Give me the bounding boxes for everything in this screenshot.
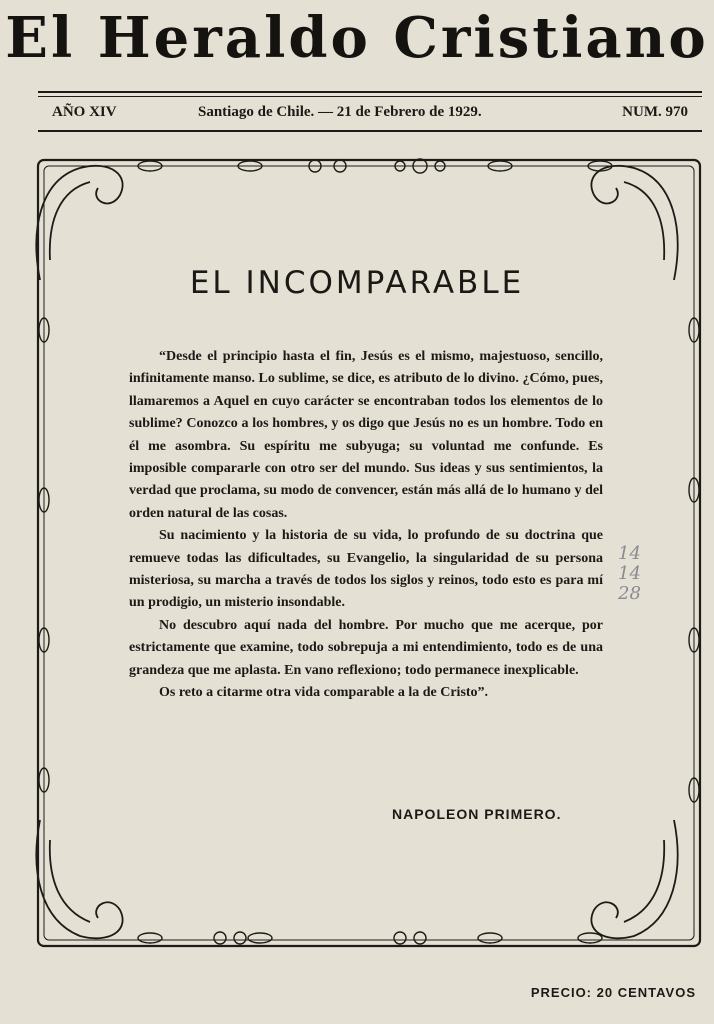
article-paragraph: Os reto a citarme otra vida comparable a la de Cristo”. bbox=[159, 685, 489, 701]
article-body bbox=[129, 346, 603, 705]
article-paragraph: Su nacimiento y la historia de su vida, lo profundo de su doctrina que remueve todas las dificultades, su Evangelio, la singularidad de su persona misteriosa, su marcha a través de todos los siglos y reinos, todo esto es para mí un prodigio, un misterio insondable. bbox=[129, 528, 603, 611]
article-title: EL INCOMPARABLE bbox=[189, 265, 525, 301]
issue-number: NUM. 970 bbox=[622, 104, 688, 120]
article-paragraph: No descubro aquí nada del hombre. Por mucho que me acerque, por estrictamente que examine, todo sobrepuja a mi entendimiento, todo es de una grandeza que me aplasta. En vano reflexiono; todo permanece inexplicable. bbox=[129, 617, 603, 678]
margin-note-line: 14 bbox=[618, 543, 641, 564]
margin-note-line: 28 bbox=[618, 583, 641, 604]
masthead-title: El Heraldo Cristiano bbox=[5, 5, 709, 71]
article-paragraph: “Desde el principio hasta el fin, Jesús es el mismo, majestuoso, sencillo, infinitamente manso. Lo sublime, se dice, es atributo de lo divino. ¿Cómo, pues, llamaremos a Aquel en cuyo carácter se encontraban todos los elementos de lo sublime? Conozco a los hombres, y os digo que Jesús no es un hombre. Todo en él me asombra. Su espíritu me subyuga; su voluntad me confunde. Es imposible compararle con otro ser del mundo. Sus ideas y sus sentimientos, la verdad que proclama, su modo de convencer, están más allá de lo humano y del orden natural de las cosas. bbox=[129, 349, 603, 521]
issue-year: AÑO XIV bbox=[52, 104, 117, 120]
margin-note-line: 14 bbox=[618, 563, 641, 584]
price-label: PRECIO: 20 CENTAVOS bbox=[530, 985, 696, 1000]
issue-place-date: Santiago de Chile. — 21 de Febrero de 1929. bbox=[198, 104, 482, 120]
article-signature: NAPOLEON PRIMERO. bbox=[392, 806, 562, 822]
handwritten-margin-note bbox=[618, 544, 668, 604]
